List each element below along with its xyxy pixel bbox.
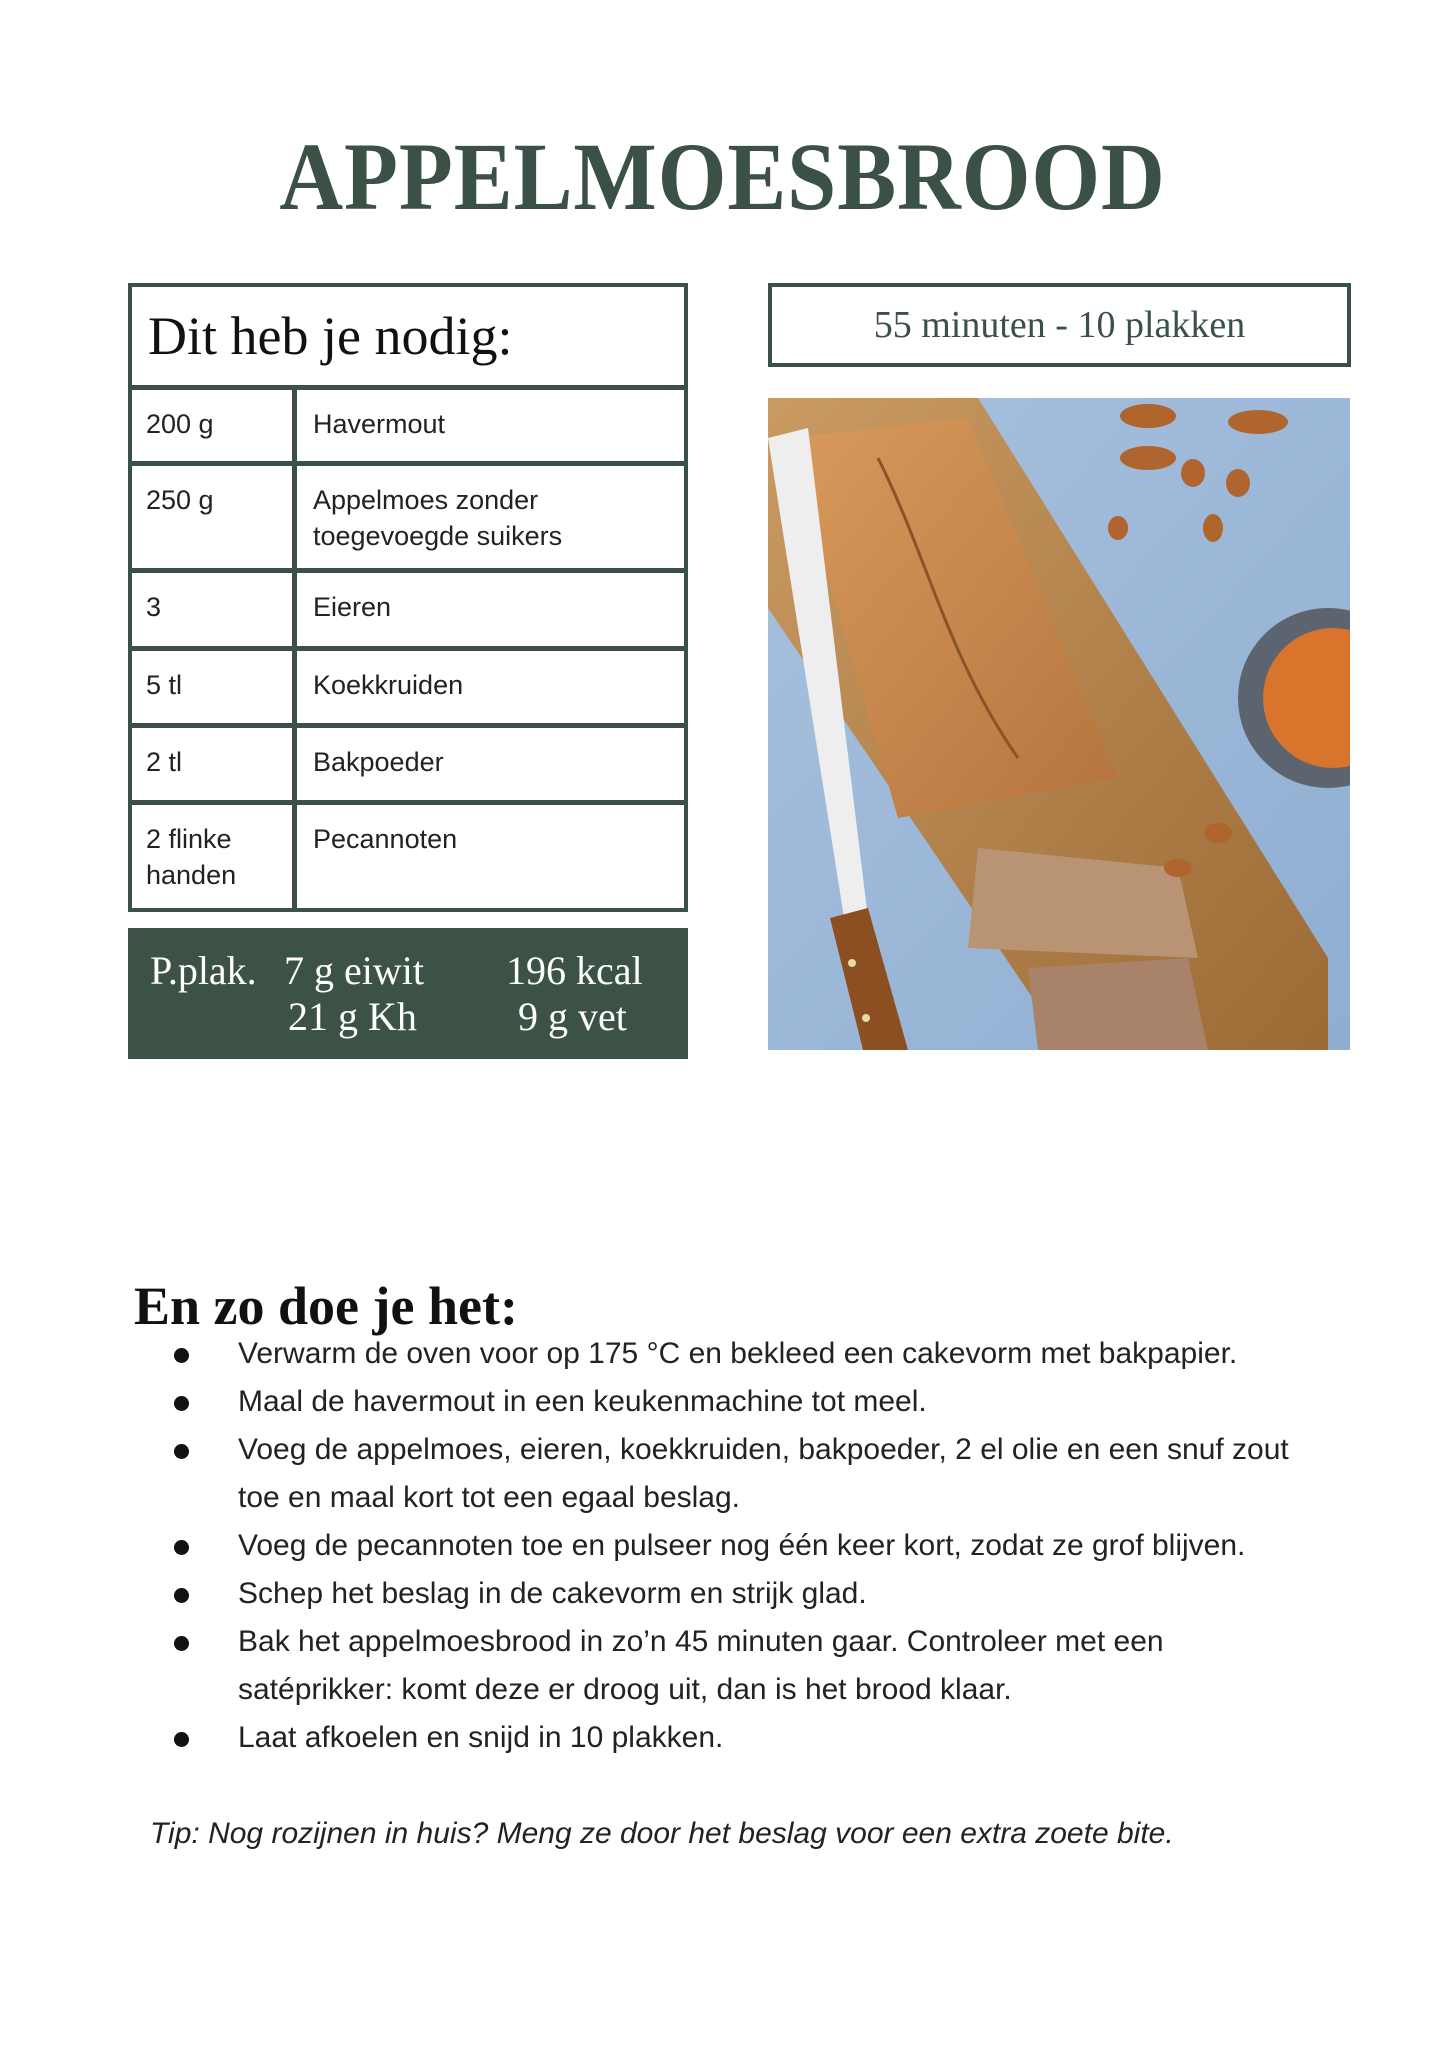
- bullet-icon: [174, 1636, 189, 1651]
- ingredient-quantity: 2 flinke handen: [132, 805, 297, 908]
- steps-heading: En zo doe je het:: [134, 1275, 518, 1336]
- step-item: [170, 1570, 1350, 1618]
- ingredients-table: [128, 283, 688, 912]
- ingredient-quantity: 200 g: [132, 390, 297, 461]
- step-item: [170, 1522, 1350, 1570]
- steps-list: [170, 1330, 1350, 1762]
- ingredient-row: [132, 805, 684, 908]
- recipe-photo: [768, 398, 1350, 1050]
- step-item: [170, 1378, 1350, 1426]
- recipe-title: APPELMOESBROOD: [279, 123, 1166, 231]
- ingredient-name: Bakpoeder: [313, 747, 444, 777]
- nutrition-fat: 9 g vet: [518, 994, 627, 1039]
- time-servings-box: [768, 283, 1351, 367]
- step-text: Verwarm de oven voor op 175 °C en bekleed een cakevorm met bakpapier.: [238, 1337, 1238, 1370]
- ingredient-name: Koekkruiden: [313, 670, 464, 700]
- ingredient-quantity: 2 tl: [132, 728, 297, 800]
- nutrition-protein: 7 g eiwit: [284, 948, 424, 993]
- bullet-icon: [174, 1732, 189, 1747]
- bullet-icon: [174, 1588, 189, 1603]
- ingredient-quantity: 250 g: [132, 466, 297, 568]
- bullet-icon: [174, 1348, 189, 1363]
- step-text: Maal de havermout in een keukenmachine tot meel.: [238, 1385, 927, 1418]
- ingredient-name: Appelmoes zonder toegevoegde suikers: [313, 485, 563, 551]
- ingredient-name: Eieren: [313, 592, 392, 622]
- step-item: [170, 1426, 1350, 1522]
- step-item: [170, 1330, 1350, 1378]
- nutrition-box: [128, 928, 688, 1059]
- bread-photo-illustration: [768, 398, 1350, 1050]
- step-text: Bak het appelmoesbrood in zo’n 45 minuten gaar. Controleer met een satéprikker: komt deze er droog uit, dan is het brood klaar.: [238, 1625, 1164, 1706]
- bullet-icon: [174, 1396, 189, 1411]
- ingredient-row: [132, 573, 684, 651]
- bullet-icon: [174, 1444, 189, 1459]
- ingredient-quantity: 3: [132, 573, 297, 646]
- ingredient-row: [132, 466, 684, 573]
- step-item: [170, 1618, 1350, 1714]
- ingredient-name: Havermout: [313, 409, 446, 439]
- step-text: Laat afkoelen en snijd in 10 plakken.: [238, 1721, 724, 1754]
- tip-text: Tip: Nog rozijnen in huis? Meng ze door het beslag voor een extra zoete bite.: [150, 1817, 1174, 1850]
- bullet-icon: [174, 1540, 189, 1555]
- ingredients-heading: Dit heb je nodig:: [132, 287, 684, 390]
- ingredient-name: Pecannoten: [313, 824, 458, 854]
- step-item: [170, 1714, 1350, 1762]
- nutrition-kcal: 196 kcal: [506, 948, 643, 993]
- ingredient-quantity: 5 tl: [132, 651, 297, 723]
- step-text: Schep het beslag in de cakevorm en strijk glad.: [238, 1577, 867, 1610]
- nutrition-carbs: 21 g Kh: [288, 994, 417, 1039]
- time-servings-text: 55 minuten - 10 plakken: [873, 304, 1246, 346]
- ingredient-row: [132, 728, 684, 805]
- ingredient-row: [132, 651, 684, 728]
- step-text: Voeg de appelmoes, eieren, koekkruiden, bakpoeder, 2 el olie en een snuf zout toe en maal kort tot een egaal beslag.: [238, 1433, 1289, 1514]
- ingredient-row: [132, 390, 684, 466]
- step-text: Voeg de pecannoten toe en pulseer nog één keer kort, zodat ze grof blijven.: [238, 1529, 1246, 1562]
- nutrition-label: P.plak.: [150, 948, 257, 993]
